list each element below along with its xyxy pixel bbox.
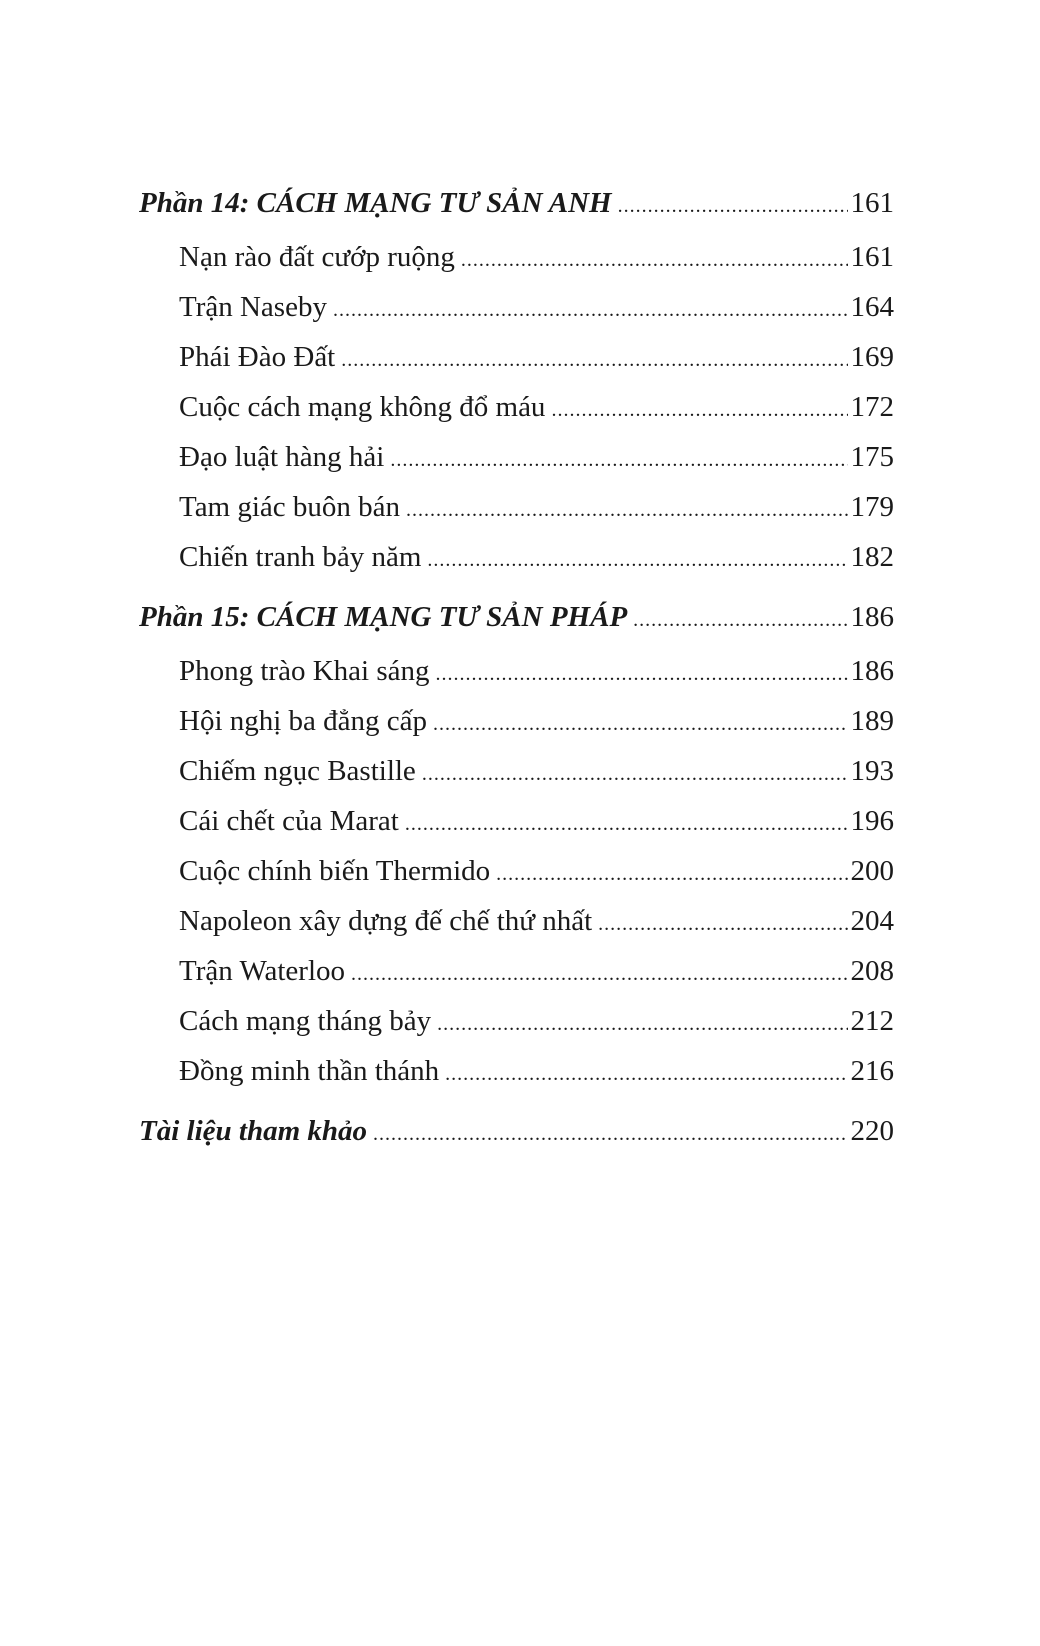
dot-leader bbox=[496, 863, 847, 886]
toc-page-number: 193 bbox=[850, 755, 894, 787]
toc-heading-references bbox=[139, 1115, 894, 1169]
toc-page-number: 208 bbox=[850, 955, 894, 987]
toc-item bbox=[139, 955, 894, 1005]
toc-heading-label: Phần 14: CÁCH MẠNG TƯ SẢN ANH bbox=[139, 187, 612, 219]
toc-page-number: 212 bbox=[850, 1005, 894, 1037]
dot-leader bbox=[436, 663, 848, 686]
dot-leader bbox=[633, 609, 847, 632]
toc-heading-part15 bbox=[139, 601, 894, 655]
dot-leader bbox=[390, 449, 847, 472]
toc-page-number: 179 bbox=[850, 491, 894, 523]
toc-item-label: Nạn rào đất cướp ruộng bbox=[179, 241, 455, 273]
toc-item-label: Phái Đào Đất bbox=[179, 341, 336, 373]
toc-item-label: Trận Waterloo bbox=[179, 955, 346, 987]
toc-item-label: Cái chết của Marat bbox=[179, 805, 399, 837]
toc-item bbox=[139, 805, 894, 855]
toc-item bbox=[139, 1005, 894, 1055]
dot-leader bbox=[427, 549, 847, 572]
toc-item-label: Chiếm ngục Bastille bbox=[179, 755, 416, 787]
toc-item bbox=[139, 1055, 894, 1105]
toc-item bbox=[139, 705, 894, 755]
toc-item-label: Trận Naseby bbox=[179, 291, 327, 323]
toc-item-label: Cuộc cách mạng không đổ máu bbox=[179, 391, 546, 423]
toc-item-label: Đạo luật hàng hải bbox=[179, 441, 385, 473]
toc-item-label: Đồng minh thần thánh bbox=[179, 1055, 440, 1087]
toc-item bbox=[139, 541, 894, 591]
toc-item bbox=[139, 241, 894, 291]
dot-leader bbox=[341, 349, 847, 372]
toc-heading-label: Tài liệu tham khảo bbox=[139, 1115, 368, 1147]
toc-item bbox=[139, 441, 894, 491]
toc-item bbox=[139, 341, 894, 391]
dot-leader bbox=[405, 813, 848, 836]
toc-item-label: Hội nghị ba đẳng cấp bbox=[179, 705, 428, 737]
dot-leader bbox=[461, 249, 848, 272]
dot-leader bbox=[618, 195, 848, 218]
toc-item-label: Tam giác buôn bán bbox=[179, 491, 401, 523]
toc-item bbox=[139, 391, 894, 441]
toc-item bbox=[139, 491, 894, 541]
toc-item bbox=[139, 291, 894, 341]
toc-page-number: 216 bbox=[850, 1055, 894, 1087]
toc-page-number: 196 bbox=[850, 805, 894, 837]
toc-item-label: Napoleon xây dựng đế chế thứ nhất bbox=[179, 905, 593, 937]
toc-heading-label: Phần 15: CÁCH MẠNG TƯ SẢN PHÁP bbox=[139, 601, 628, 633]
toc-page-number: 186 bbox=[850, 601, 894, 633]
dot-leader bbox=[445, 1063, 847, 1086]
toc-page-number: 161 bbox=[850, 187, 894, 219]
dot-leader bbox=[433, 713, 847, 736]
toc-page-number: 175 bbox=[850, 441, 894, 473]
toc-item bbox=[139, 855, 894, 905]
toc-item-label: Chiến tranh bảy năm bbox=[179, 541, 422, 573]
toc-page-number: 189 bbox=[850, 705, 894, 737]
toc-item-label: Phong trào Khai sáng bbox=[179, 655, 430, 687]
table-of-contents bbox=[139, 187, 894, 1169]
toc-page-number: 172 bbox=[850, 391, 894, 423]
dot-leader bbox=[351, 963, 847, 986]
dot-leader bbox=[598, 913, 847, 936]
dot-leader bbox=[333, 299, 848, 322]
dot-leader bbox=[551, 399, 847, 422]
toc-page-number: 186 bbox=[850, 655, 894, 687]
toc-item-label: Cách mạng tháng bảy bbox=[179, 1005, 432, 1037]
toc-item bbox=[139, 905, 894, 955]
toc-item-label: Cuộc chính biến Thermido bbox=[179, 855, 491, 887]
toc-heading-part14 bbox=[139, 187, 894, 241]
dot-leader bbox=[422, 763, 848, 786]
toc-page-number: 164 bbox=[850, 291, 894, 323]
toc-page-number: 182 bbox=[850, 541, 894, 573]
toc-page-number: 220 bbox=[850, 1115, 894, 1147]
toc-page-number: 204 bbox=[850, 905, 894, 937]
dot-leader bbox=[373, 1123, 847, 1146]
dot-leader bbox=[437, 1013, 847, 1036]
dot-leader bbox=[406, 499, 847, 522]
toc-page-number: 161 bbox=[850, 241, 894, 273]
toc-page-number: 169 bbox=[850, 341, 894, 373]
toc-page-number: 200 bbox=[850, 855, 894, 887]
toc-item bbox=[139, 755, 894, 805]
toc-item bbox=[139, 655, 894, 705]
